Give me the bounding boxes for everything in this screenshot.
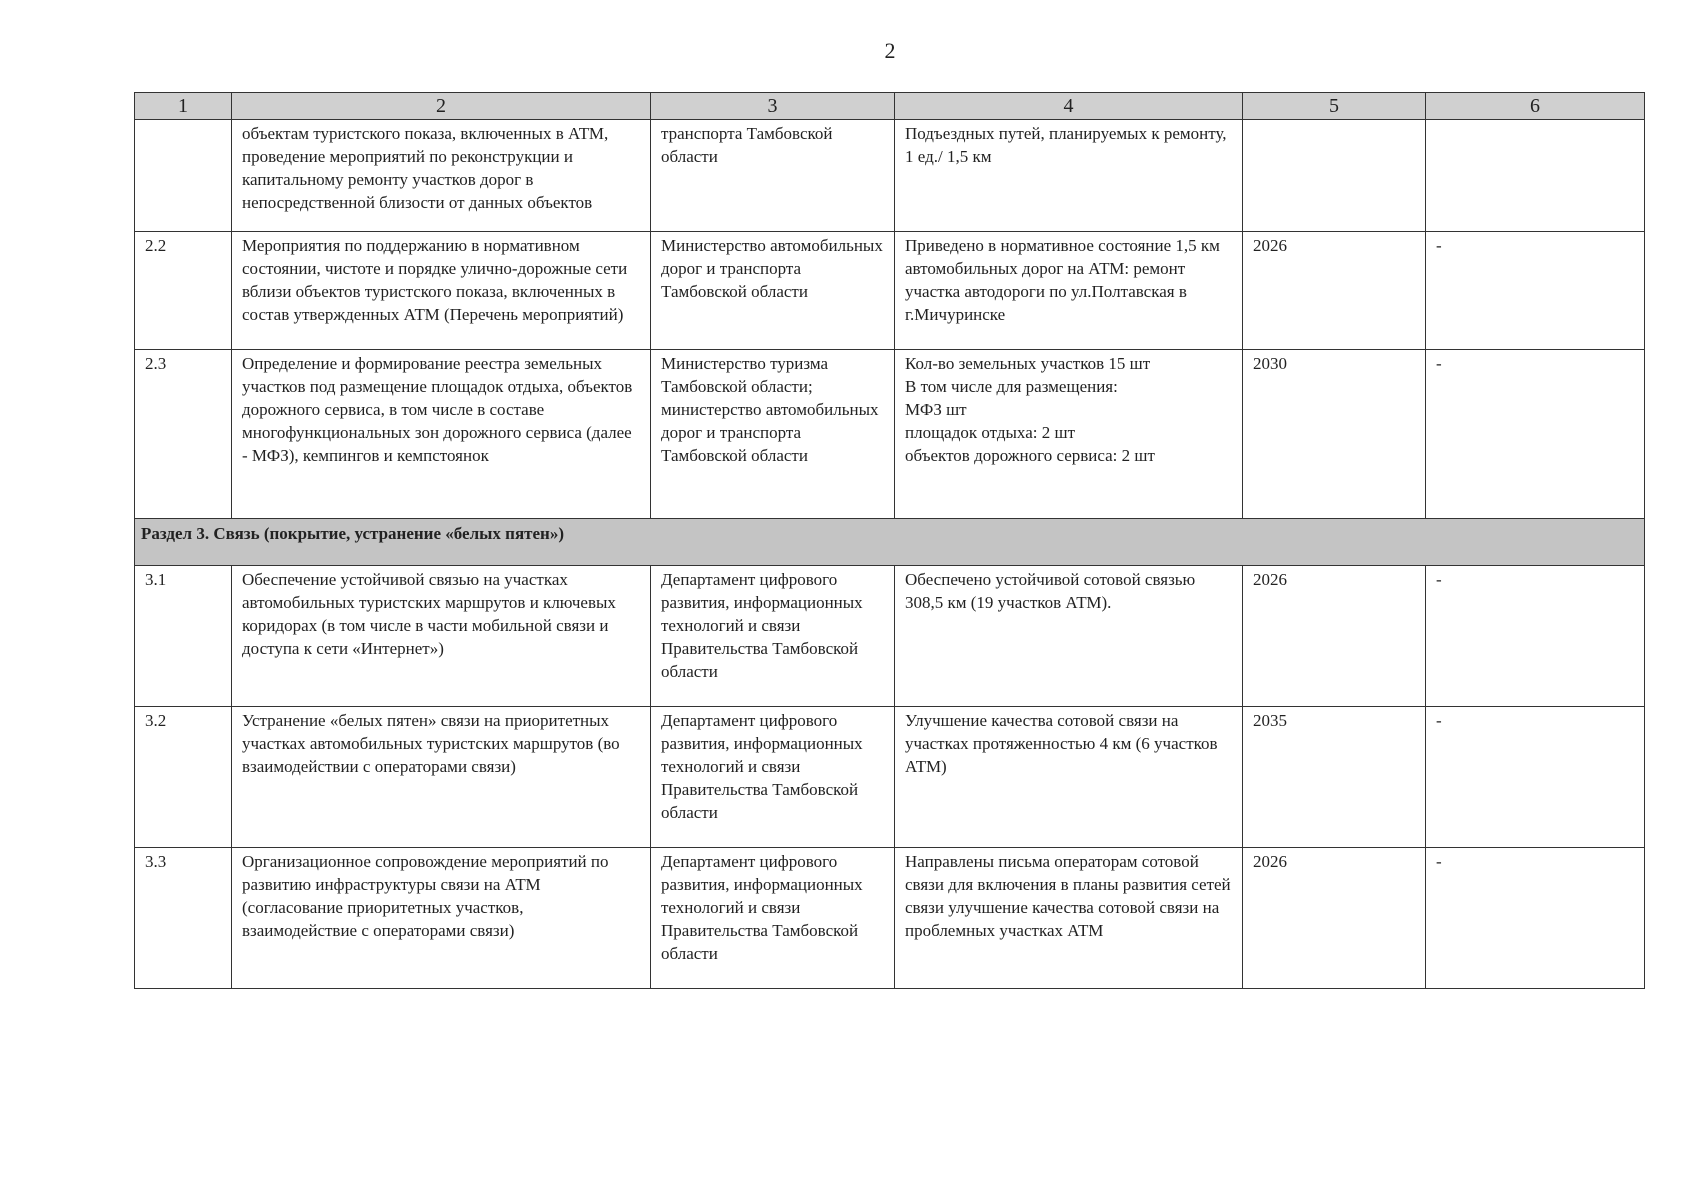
column-header: 2 [232, 93, 651, 120]
header-row [135, 93, 1645, 120]
measure-description: Обеспечение устойчивой связью на участках автомобильных туристских маршрутов и ключевых коридорах (в том числе в части мобильной связи и доступа к сети «Интернет») [232, 566, 651, 707]
row-number: 2.3 [135, 350, 232, 519]
note-cell: - [1426, 232, 1645, 350]
note-cell [1426, 120, 1645, 232]
note-cell: - [1426, 566, 1645, 707]
deadline-year [1243, 120, 1426, 232]
measure-description: Мероприятия по поддержанию в нормативном состоянии, чистоте и порядке улично-дорожные сети вблизи объектов туристского показа, включенных в состав утвержденных АТМ (Перечень мероприятий) [232, 232, 651, 350]
deadline-year: 2030 [1243, 350, 1426, 519]
expected-result: Направлены письма операторам сотовой связи для включения в планы развития сетей связи улучшение качества сотовой связи на проблемных участках АТМ [895, 848, 1243, 989]
column-header: 5 [1243, 93, 1426, 120]
deadline-year: 2026 [1243, 848, 1426, 989]
row-number [135, 120, 232, 232]
responsible-body: Департамент цифрового развития, информационных технологий и связи Правительства Тамбовской области [651, 707, 895, 848]
column-header: 6 [1426, 93, 1645, 120]
table-row [135, 120, 1645, 232]
row-number: 3.1 [135, 566, 232, 707]
table-row [135, 232, 1645, 350]
note-cell: - [1426, 350, 1645, 519]
expected-result: Кол-во земельных участков 15 шт В том числе для размещения: МФЗ шт площадок отдыха: 2 шт объектов дорожного сервиса: 2 шт [895, 350, 1243, 519]
table-row [135, 566, 1645, 707]
responsible-body: Министерство туризма Тамбовской области; министерство автомобильных дорог и транспорта Тамбовской области [651, 350, 895, 519]
column-header: 4 [895, 93, 1243, 120]
column-header: 1 [135, 93, 232, 120]
expected-result: Приведено в нормативное состояние 1,5 км автомобильных дорог на АТМ: ремонт участка автодороги по ул.Полтавская в г.Мичуринске [895, 232, 1243, 350]
measure-description: Устранение «белых пятен» связи на приоритетных участках автомобильных туристских маршрутов (во взаимодействии с операторами связи) [232, 707, 651, 848]
row-number: 3.3 [135, 848, 232, 989]
deadline-year: 2026 [1243, 232, 1426, 350]
table-body [135, 120, 1645, 989]
measure-description: Определение и формирование реестра земельных участков под размещение площадок отдыха, объектов дорожного сервиса, в том числе в составе многофункциональных зон дорожного сервиса (далее - МФЗ), кемпингов и кемпстоянок [232, 350, 651, 519]
column-header: 3 [651, 93, 895, 120]
row-number: 3.2 [135, 707, 232, 848]
section-title: Раздел 3. Связь (покрытие, устранение «белых пятен») [135, 519, 1645, 566]
measure-description: Организационное сопровождение мероприятий по развитию инфраструктуры связи на АТМ (согласование приоритетных участков, взаимодействие с операторами связи) [232, 848, 651, 989]
table-header [135, 93, 1645, 120]
responsible-body: Департамент цифрового развития, информационных технологий и связи Правительства Тамбовской области [651, 848, 895, 989]
responsible-body: Министерство автомобильных дорог и транспорта Тамбовской области [651, 232, 895, 350]
note-cell: - [1426, 707, 1645, 848]
page-number: 2 [884, 38, 896, 63]
responsible-body: Департамент цифрового развития, информационных технологий и связи Правительства Тамбовской области [651, 566, 895, 707]
section-row [135, 519, 1645, 566]
measures-table [134, 92, 1645, 989]
expected-result: Обеспечено устойчивой сотовой связью 308,5 км (19 участков АТМ). [895, 566, 1243, 707]
expected-result: Подъездных путей, планируемых к ремонту, 1 ед./ 1,5 км [895, 120, 1243, 232]
table-row [135, 350, 1645, 519]
table-row [135, 848, 1645, 989]
expected-result: Улучшение качества сотовой связи на участках протяженностью 4 км (6 участков АТМ) [895, 707, 1243, 848]
row-number: 2.2 [135, 232, 232, 350]
note-cell: - [1426, 848, 1645, 989]
deadline-year: 2026 [1243, 566, 1426, 707]
measure-description: объектам туристского показа, включенных в АТМ, проведение мероприятий по реконструкции и капитальному ремонту участков дорог в непосредственной близости от данных объектов [232, 120, 651, 232]
responsible-body: транспорта Тамбовской области [651, 120, 895, 232]
table-row [135, 707, 1645, 848]
deadline-year: 2035 [1243, 707, 1426, 848]
